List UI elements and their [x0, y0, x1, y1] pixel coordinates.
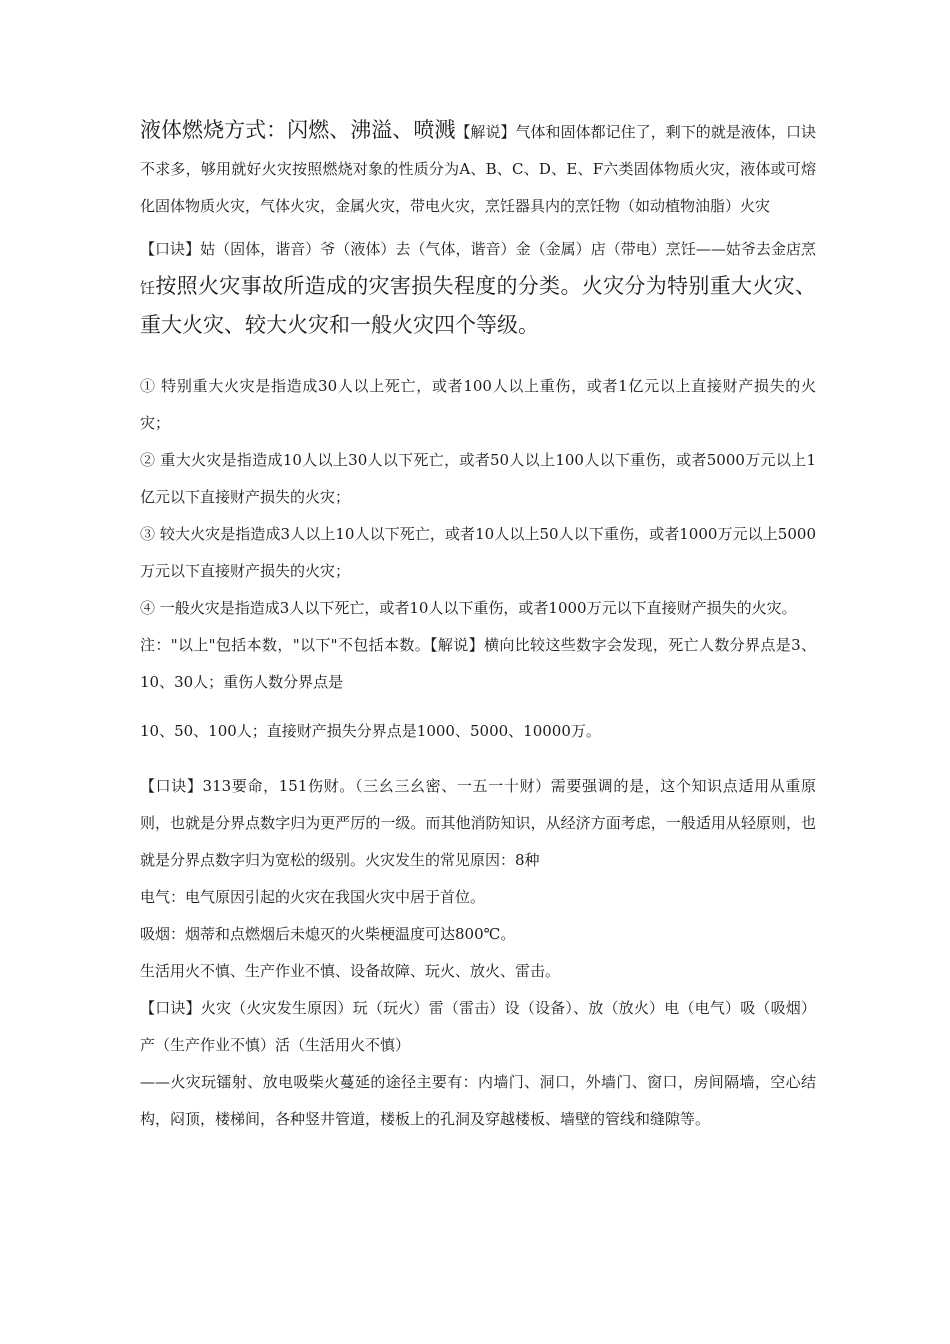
list-item-major-fire: ② 重大火灾是指造成10人以上30人以下死亡，或者50人以上100人以下重伤，或者5000万元以上1亿元以下直接财产损失的火灾；	[140, 451, 816, 506]
mnemonic-fire-classes: 【口诀】姑（固体，谐音）爷（液体）去（气体，谐音）金（金属）店（带电）烹饪——姑爷去金店烹饪	[140, 240, 816, 297]
cause-smoking: 吸烟：烟蒂和点燃烟后未熄灭的火柴梗温度可达800℃。	[140, 925, 516, 943]
list-item-extreme-fire: ① 特别重大火灾是指造成30人以上死亡，或者100人以上重伤，或者1亿元以上直接财产损失的火灾；	[140, 377, 816, 432]
cause-other: 生活用火不慎、生产作业不慎、设备故障、玩火、放火、雷击。	[140, 962, 561, 980]
explanation-fire-classes: 【解说】气体和固体都记住了，剩下的就是液体，口诀不求多，够用就好火灾按照燃烧对象的性质分为A、B、C、D、E、F六类固体物质火灾，液体或可熔化固体物质火灾，气体火灾，金属火灾，带电火灾，烹饪器具内的烹饪物（如动植物油脂）火灾	[140, 123, 816, 215]
heading-liquid-combustion: 液体燃烧方式：闪燃、沸溢、喷溅	[140, 118, 456, 142]
fire-spread-paths: ——火灾玩镭射、放电吸柴火蔓延的途径主要有：内墙门、洞口，外墙门、窗口，房间隔墙，空心结构，闷顶，楼梯间，各种竖井管道，楼板上的孔洞及穿越楼板、墙壁的管线和缝隙等。	[140, 1073, 816, 1128]
heading-fire-levels: 按照火灾事故所造成的灾害损失程度的分类。火灾分为特别重大火灾、重大火灾、较大火灾和一般火灾四个等级。	[140, 274, 816, 337]
mnemonic-thresholds: 【口诀】313要命，151伤财。（三幺三幺密、一五一十财）需要强调的是，这个知识点适用从重原则，也就是分界点数字归为更严厉的一级。而其他消防知识，从经济方面考虑，一般适用从轻原则，也就是分界点数字归为宽松的级别。火灾发生的常见原因：8种	[140, 777, 816, 869]
paragraph-liquid-combustion	[140, 112, 816, 225]
document-page	[140, 112, 816, 1138]
list-item-large-fire: ③ 较大火灾是指造成3人以上10人以下死亡，或者10人以上50人以下重伤，或者1000万元以上5000万元以下直接财产损失的火灾；	[140, 525, 816, 580]
paragraph-mnemonic-classes	[140, 231, 816, 346]
list-item-general-fire: ④ 一般火灾是指造成3人以下死亡，或者10人以下重伤，或者1000万元以下直接财产损失的火灾。	[140, 599, 797, 617]
mnemonic-causes: 【口诀】火灾（火灾发生原因）玩（玩火）雷（雷击）设（设备）、放（放火）电（电气）吸（吸烟）产（生产作业不慎）活（生活用火不慎）	[140, 999, 816, 1054]
cause-electrical: 电气：电气原因引起的火灾在我国火灾中居于首位。	[140, 888, 486, 906]
note-thresholds: 注："以上"包括本数，"以下"不包括本数。【解说】横向比较这些数字会发现，死亡人数分界点是3、10、30人；重伤人数分界点是	[140, 636, 816, 691]
note-thresholds-continued: 10、50、100人；直接财产损失分界点是1000、5000、10000万。	[140, 722, 601, 740]
